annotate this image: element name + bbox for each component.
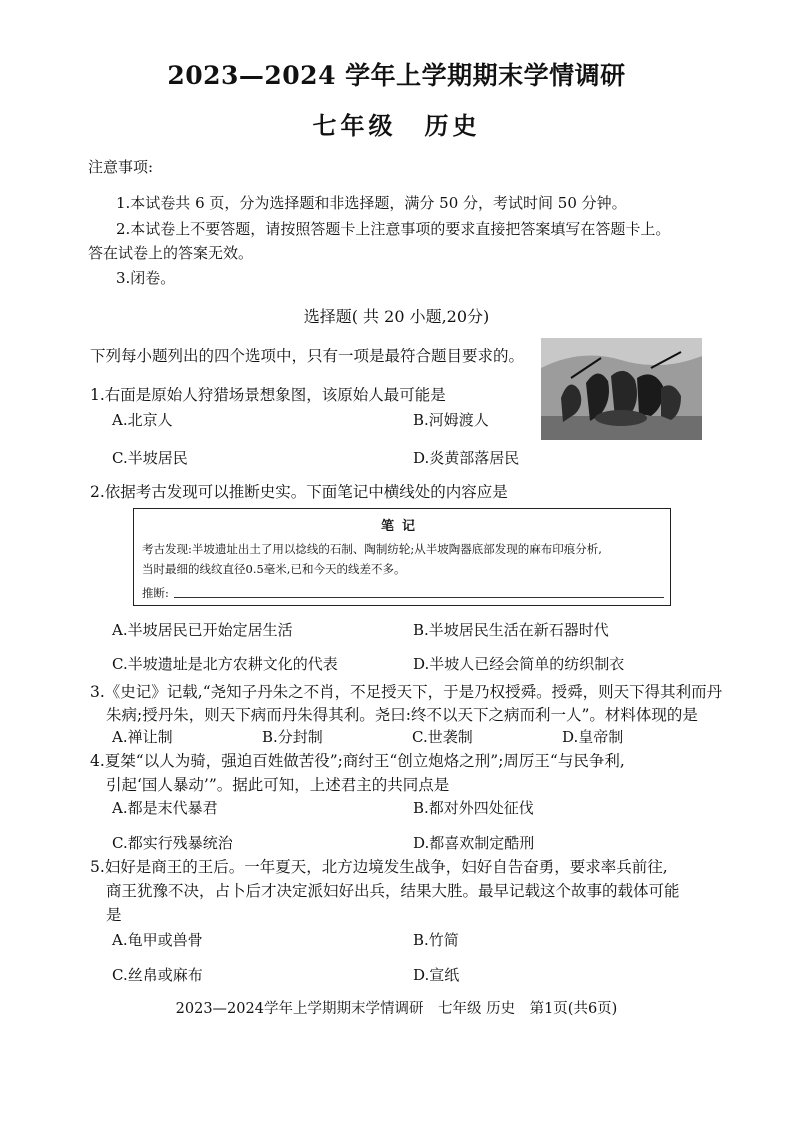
question-4-line-2: 引起‘国人暴动’”。据此可知，上述君主的共同点是 [106, 776, 450, 794]
q1-option-d[interactable]: D.炎黄部落居民 [413, 449, 520, 467]
notice-item-3: 3.闭卷。 [116, 269, 176, 287]
q5-option-d[interactable]: D.宣纸 [413, 966, 460, 984]
question-5-line-3: 是 [106, 906, 122, 924]
question-3-line-1: 3.《史记》记载,“尧知子丹朱之不肖，不足授天下，于是乃权授舜。授舜，则天下得其利而丹 [90, 683, 723, 701]
q5-option-b[interactable]: B.竹简 [413, 931, 459, 949]
section-title: 选择题( 共 20 小题,20分) [303, 307, 490, 326]
q1-option-a[interactable]: A.北京人 [112, 411, 173, 429]
q5-option-c[interactable]: C.丝帛或麻布 [112, 966, 203, 984]
q4-option-a[interactable]: A.都是末代暴君 [112, 799, 218, 817]
q4-option-d[interactable]: D.都喜欢制定酷刑 [413, 834, 535, 852]
q2-option-c[interactable]: C.半坡遗址是北方农耕文化的代表 [112, 655, 338, 673]
notes-line-2: 当时最细的线纹直径0.5毫米,已和今天的线差不多。 [142, 562, 406, 576]
q4-option-b[interactable]: B.都对外四处征伐 [413, 799, 534, 817]
question-5-line-1: 5.妇好是商王的王后。一年夏天，北方边境发生战争，妇好自告奋勇，要求率兵前往, [90, 858, 668, 876]
q2-option-a[interactable]: A.半坡居民已开始定居生活 [112, 621, 293, 639]
notes-line-1: 考古发现:半坡遗址出土了用以捻线的石制、陶制纺轮;从半坡陶器底部发现的麻布印痕分析, [142, 542, 602, 556]
page-subtitle: 七年级 历史 [312, 111, 481, 140]
q4-option-c[interactable]: C.都实行残暴统治 [112, 834, 233, 852]
notes-box [133, 508, 671, 606]
page-footer: 2023—2024学年上学期期末学情调研 七年级 历史 第1页(共6页) [175, 1001, 618, 1017]
q2-option-d[interactable]: D.半坡人已经会简单的纺织制衣 [413, 655, 625, 673]
question-3-line-2: 朱病;授丹朱，则天下病而丹朱得其利。尧曰:终不以天下之病而利一人”。材料体现的是 [106, 706, 698, 724]
question-4-line-1: 4.夏桀“以人为骑，强迫百姓做苦役”;商纣王“创立炮烙之刑”;周厉王“与民争利, [90, 752, 625, 770]
question-1-stem: 1.右面是原始人狩猎场景想象图，该原始人最可能是 [90, 386, 446, 404]
notice-item-1: 1.本试卷共 6 页，分为选择题和非选择题，满分 50 分，考试时间 50 分钟。 [116, 194, 627, 212]
hunting-scene-icon [541, 338, 702, 440]
notice-item-2: 2.本试卷上不要答题，请按照答题卡上注意事项的要求直接把答案填写在答题卡上。 [116, 220, 671, 238]
question-5-line-2: 商王犹豫不决，占卜后才决定派妇好出兵，结果大胜。最早记载这个故事的载体可能 [106, 882, 680, 900]
q5-option-a[interactable]: A.龟甲或兽骨 [112, 931, 203, 949]
q1-option-b[interactable]: B.河姆渡人 [413, 411, 489, 429]
q3-option-a[interactable]: A.禅让制 [112, 728, 173, 746]
notice-item-2-cont: 答在试卷上的答案无效。 [88, 244, 254, 262]
q2-option-b[interactable]: B.半坡居民生活在新石器时代 [413, 621, 609, 639]
q1-option-c[interactable]: C.半坡居民 [112, 449, 188, 467]
q3-option-d[interactable]: D.皇帝制 [562, 728, 624, 746]
notes-title: 笔记 [380, 519, 423, 534]
q3-option-c[interactable]: C.世袭制 [412, 728, 473, 746]
primitive-hunting-illustration [541, 338, 702, 440]
notice-heading: 注意事项: [88, 158, 154, 176]
notes-blank-line [174, 597, 664, 598]
section-instruction: 下列每小题列出的四个选项中，只有一项是最符合题目要求的。 [90, 347, 525, 365]
notes-inference-label: 推断: [142, 586, 169, 600]
question-2-stem: 2.依据考古发现可以推断史实。下面笔记中横线处的内容应是 [90, 483, 508, 501]
page-title: 2023—2024 学年上学期期末学情调研 [167, 61, 626, 90]
q3-option-b[interactable]: B.分封制 [262, 728, 323, 746]
